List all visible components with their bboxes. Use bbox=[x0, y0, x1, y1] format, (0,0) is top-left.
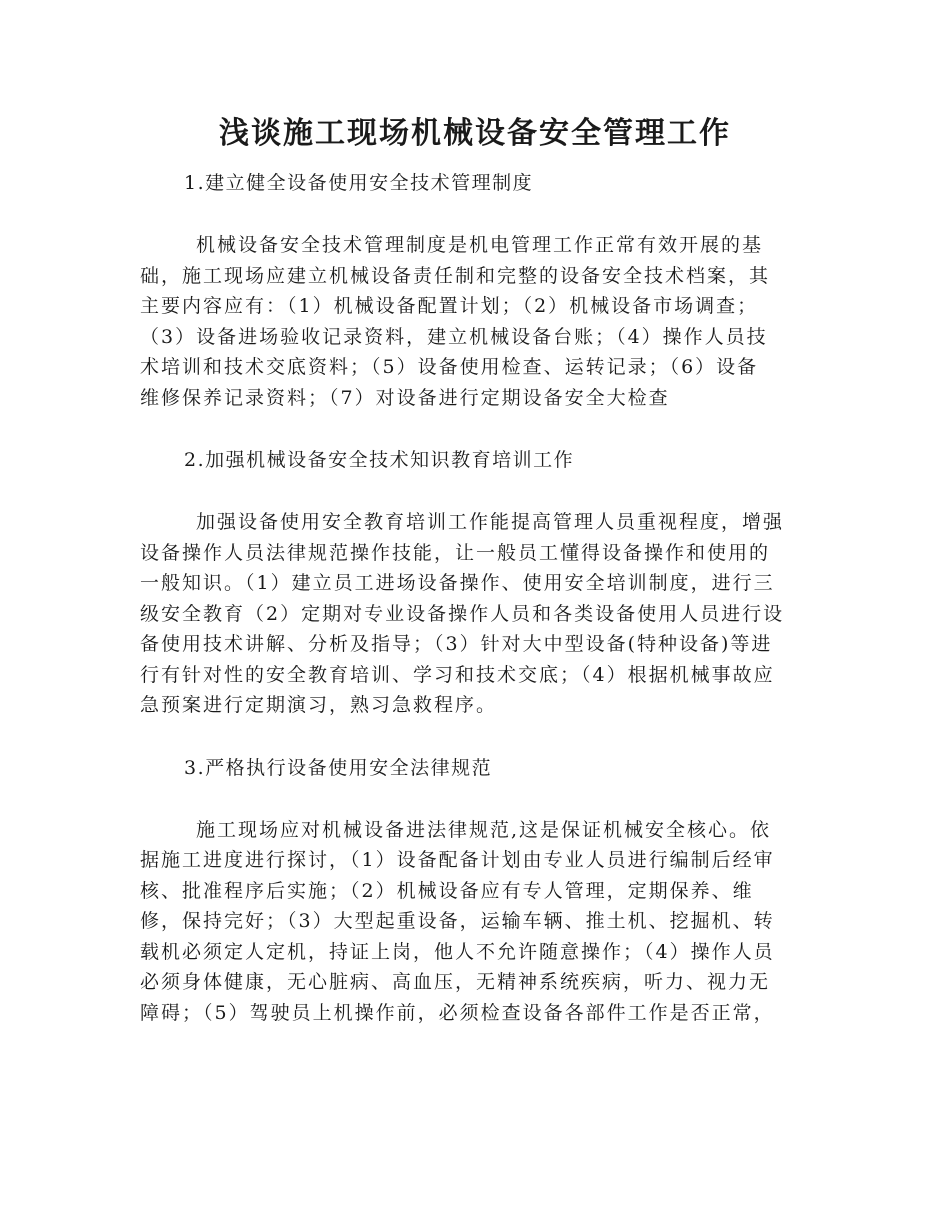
section-3-paragraph bbox=[140, 815, 808, 1029]
paragraph-line: 急预案进行定期演习，熟习急救程序。 bbox=[140, 694, 498, 716]
paragraph-line: 础，施工现场应建立机械设备责任制和完整的设备安全技术档案，其 bbox=[140, 264, 771, 287]
paragraph-line: 载机必须定人定机，持证上岗，他人不允许随意操作；（4）操作人员 bbox=[140, 940, 775, 963]
paragraph-line: 加强设备使用安全教育培训工作能提高管理人员重视程度，增强 bbox=[196, 511, 785, 533]
paragraph-line: 术培训和技术交底资料；（5）设备使用检查、运转记录；（6）设备 bbox=[140, 356, 759, 378]
paragraph-line: （3）设备进场验收记录资料，建立机械设备台账；（4）操作人员技 bbox=[140, 325, 768, 348]
paragraph-line: 据施工进度进行探讨，（1）设备配备计划由专业人员进行编制后经审 bbox=[140, 849, 775, 871]
paragraph-line: 备使用技术讲解、分析及指导；（3）针对大中型设备(特种设备)等进 bbox=[140, 633, 773, 655]
paragraph-line: 级安全教育（2）定期对专业设备操作人员和各类设备使用人员进行设 bbox=[140, 602, 785, 625]
paragraph-line: 设备操作人员法律规范操作技能，让一般员工懂得设备操作和使用的 bbox=[140, 541, 771, 564]
paragraph-line: 维修保养记录资料；（7）对设备进行定期设备安全大检查 bbox=[140, 386, 670, 409]
document-body bbox=[140, 166, 808, 1058]
paragraph-line: 修，保持完好；（3）大型起重设备，运输车辆、推土机、挖掘机、转 bbox=[140, 910, 775, 932]
paragraph-line: 机械设备安全技术管理制度是机电管理工作正常有效开展的基 bbox=[196, 234, 764, 256]
section-2-heading: 2.加强机械设备安全技术知识教育培训工作 bbox=[184, 449, 575, 471]
section-1-heading: 1.建立健全设备使用安全技术管理制度 bbox=[184, 172, 534, 194]
page-title: 浅谈施工现场机械设备安全管理工作 bbox=[219, 116, 731, 151]
paragraph-line: 主要内容应有：（1）机械设备配置计划；（2）机械设备市场调查； bbox=[140, 295, 759, 317]
paragraph-line: 施工现场应对机械设备进法律规范,这是保证机械安全核心。依 bbox=[196, 818, 772, 841]
paragraph-line: 行有针对性的安全教育培训、学习和技术交底；（4）根据机械事故应 bbox=[140, 663, 775, 686]
paragraph-line: 一般知识。（1）建立员工进场设备操作、使用安全培训制度，进行三 bbox=[140, 572, 775, 594]
paragraph-line: 核、批准程序后实施；（2）机械设备应有专人管理，定期保养、维 bbox=[140, 879, 754, 902]
section-2-paragraph bbox=[140, 507, 808, 721]
paragraph-line: 障碍；（5）驾驶员上机操作前，必须检查设备各部件工作是否正常， bbox=[140, 1001, 775, 1024]
paragraph-line: 必须身体健康，无心脏病、高血压，无精神系统疾病，听力、视力无 bbox=[140, 971, 771, 993]
section-1-paragraph bbox=[140, 230, 808, 413]
section-3-heading: 3.严格执行设备使用安全法律规范 bbox=[184, 756, 493, 779]
